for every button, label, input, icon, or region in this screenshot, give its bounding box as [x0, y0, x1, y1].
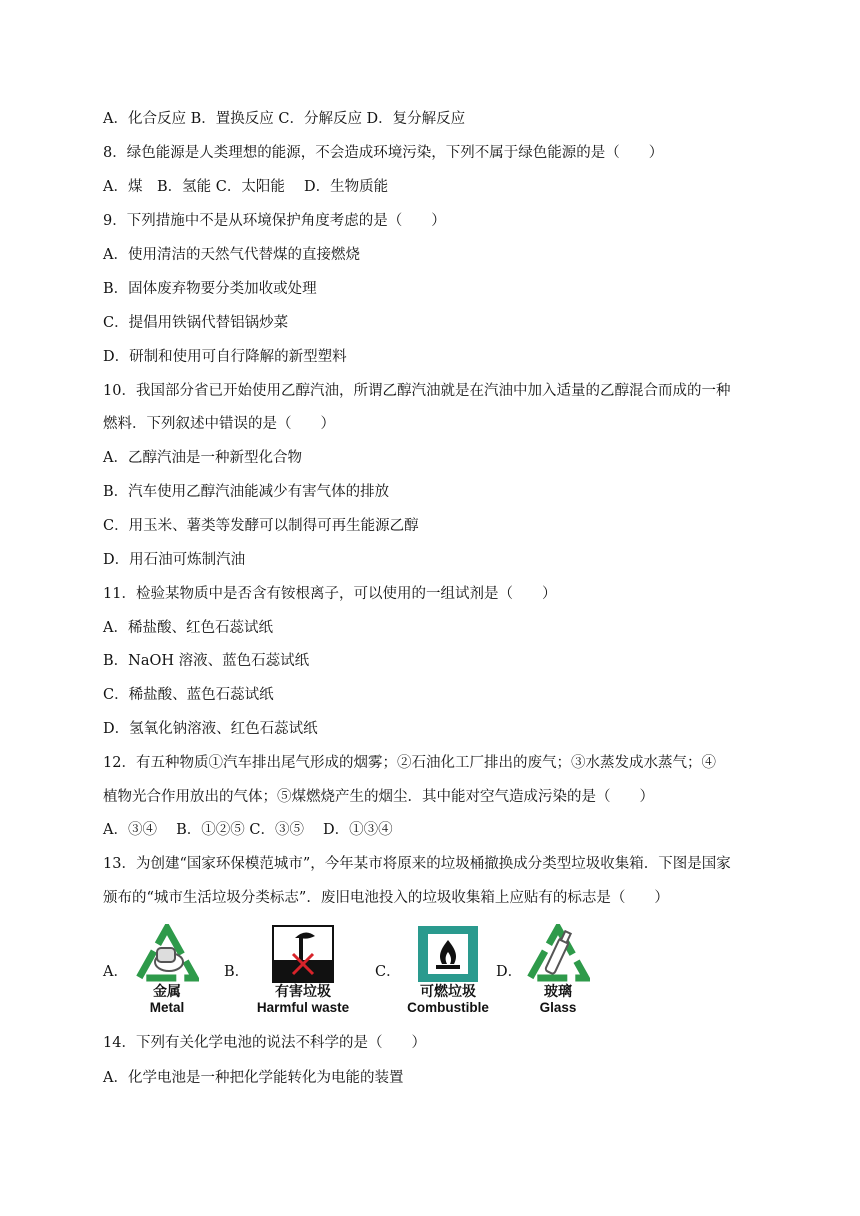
- q13-stem-1: 13．为创建“国家环保模范城市”，今年某市将原来的垃圾桶撤换成分类型垃圾收集箱．下图是国家: [103, 856, 731, 872]
- q9-option-c: C．提倡用铁锅代替铝锅炒菜: [103, 315, 289, 331]
- option-letter-a: A．: [103, 964, 128, 980]
- harmful-waste-icon: [271, 924, 335, 984]
- q10-option-d: D．用石油可炼制汽油: [103, 552, 246, 568]
- sign-glass: [517, 924, 599, 1015]
- q12-options: A．③④ B．①②⑤ C．③⑤ D．①③④: [103, 822, 393, 838]
- q10-option-b: B．汽车使用乙醇汽油能减少有害气体的排放: [103, 484, 390, 500]
- q10-option-a: A．乙醇汽油是一种新型化合物: [103, 450, 302, 466]
- combustible-flame-icon: [416, 924, 480, 984]
- sign-combustible-cn: 可燃垃圾: [420, 984, 476, 1000]
- recycle-metal-icon: [135, 924, 199, 984]
- sign-metal-en: Metal: [149, 1000, 185, 1015]
- q8-stem: 8．绿色能源是人类理想的能源，不会造成环境污染，下列不属于绿色能源的是（ ）: [103, 145, 664, 161]
- q13-stem-2: 颁布的“城市生活垃圾分类标志”．废旧电池投入的垃圾收集箱上应贴有的标志是（ ）: [103, 890, 669, 906]
- line-1: A．化合反应 B．置换反应 C．分解反应 D．复分解反应: [103, 111, 466, 127]
- sign-harmful: [248, 924, 358, 1015]
- q11-option-b: B．NaOH 溶液、蓝色石蕊试纸: [103, 653, 310, 669]
- q9-stem: 9．下列措施中不是从环境保护角度考虑的是（ ）: [103, 213, 446, 229]
- q11-option-c: C．稀盐酸、蓝色石蕊试纸: [103, 687, 274, 703]
- sign-glass-cn: 玻璃: [544, 984, 572, 1000]
- sign-harmful-cn: 有害垃圾: [275, 984, 331, 1000]
- q9-option-b: B．固体废弃物要分类加收或处理: [103, 281, 317, 297]
- q10-stem-2: 燃料．下列叙述中错误的是（ ）: [103, 416, 335, 432]
- q8-options: A．煤 B．氢能 C．太阳能 D．生物质能: [103, 179, 389, 195]
- q14-option-a: A．化学电池是一种把化学能转化为电能的装置: [103, 1070, 404, 1086]
- sign-combustible: [397, 924, 499, 1015]
- q9-option-d: D．研制和使用可自行降解的新型塑料: [103, 349, 347, 365]
- q11-option-a: A．稀盐酸、红色石蕊试纸: [103, 620, 273, 636]
- option-letter-b: B．: [224, 964, 250, 980]
- q12-stem-1: 12．有五种物质①汽车排出尾气形成的烟雾；②石油化工厂排出的废气；③水蒸发成水蒸气；④: [103, 755, 716, 771]
- q11-option-d: D．氢氧化钠溶液、红色石蕊试纸: [103, 721, 318, 737]
- q12-stem-2: 植物光合作用放出的气体；⑤煤燃烧产生的烟尘．其中能对空气造成污染的是（ ）: [103, 789, 654, 805]
- q9-option-a: A．使用清洁的天然气代替煤的直接燃烧: [103, 247, 360, 263]
- q13-options: [103, 924, 803, 1024]
- recycle-glass-icon: [526, 924, 590, 984]
- sign-harmful-en: Harmful waste: [256, 1000, 350, 1015]
- option-letter-d: D．: [496, 964, 523, 980]
- q10-stem-1: 10．我国部分省已开始使用乙醇汽油，所谓乙醇汽油就是在汽油中加入适量的乙醇混合而成的一种: [103, 383, 731, 399]
- q11-stem: 11．检验某物质中是否含有铵根离子，可以使用的一组试剂是（ ）: [103, 586, 557, 602]
- q10-option-c: C．用玉米、薯类等发酵可以制得可再生能源乙醇: [103, 518, 419, 534]
- sign-metal-cn: 金属: [153, 984, 181, 1000]
- sign-metal: [127, 924, 207, 1015]
- q14-stem: 14．下列有关化学电池的说法不科学的是（ ）: [103, 1035, 426, 1051]
- sign-combustible-en: Combustible: [407, 1000, 489, 1015]
- option-letter-c: C．: [375, 964, 401, 980]
- sign-glass-en: Glass: [539, 1000, 577, 1015]
